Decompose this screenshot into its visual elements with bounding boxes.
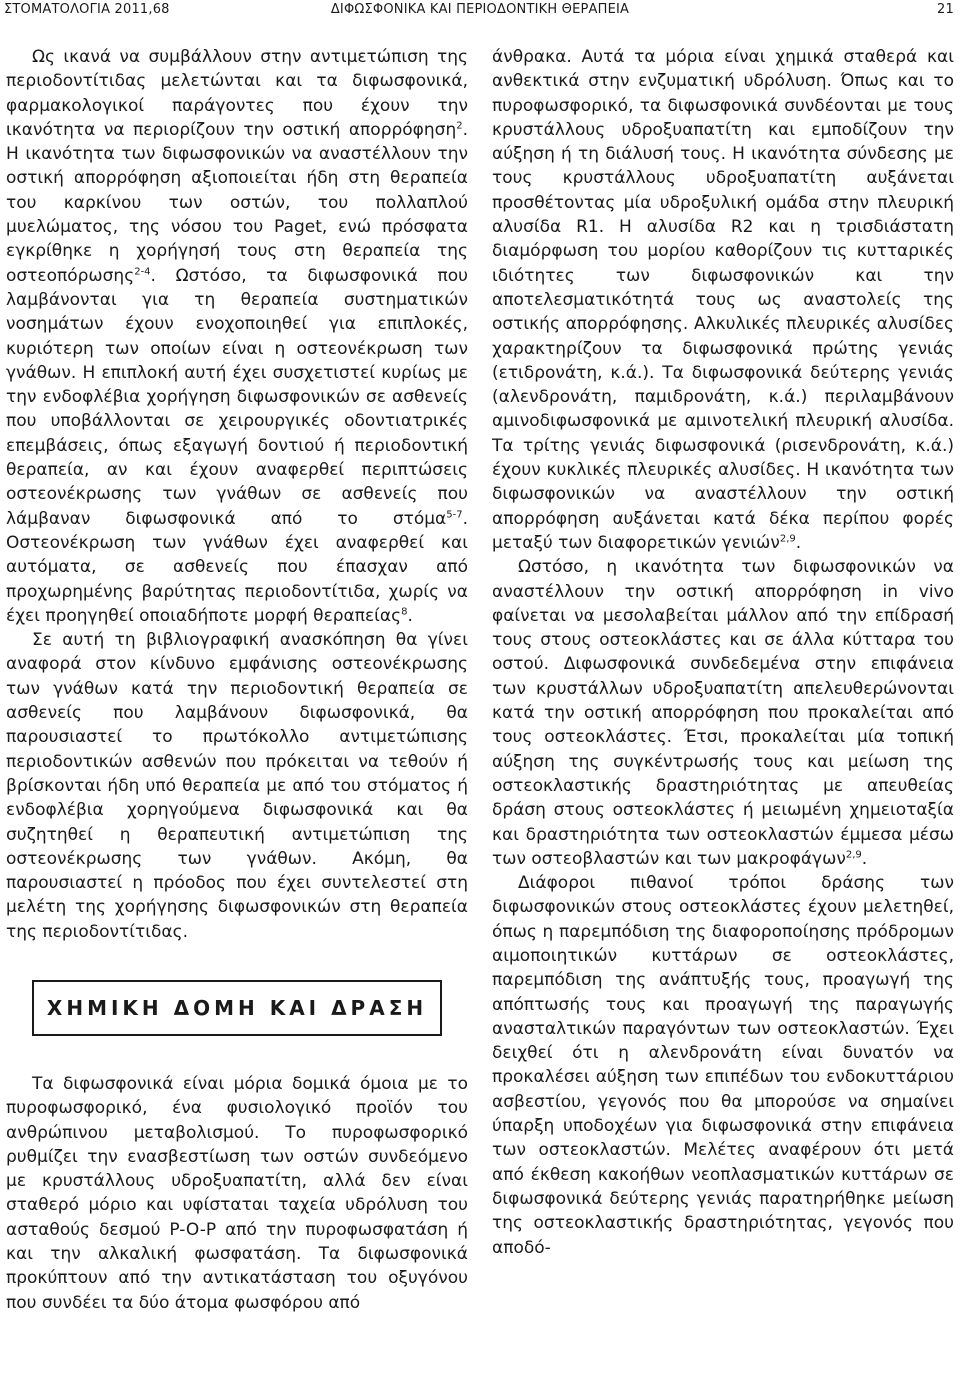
left-column <box>6 45 468 1315</box>
paragraph-mechanisms: Διάφοροι πιθανοί τρόποι δράσης των διφωσφονικών στους οστεοκλάστες έχουν μελετηθεί, όπως η παρεμπόδιση της διαφοροποίησης πρόδρομων αιμοποιητικών κυττάρων σε οστεοκλάστες, παρεμπόδιση της ανάπτυξής τους, προαγωγή της απόπτωσής τους και προαγωγή της παραγωγής ανασταλτικών παραγόντων των οστεοκλαστών. Έχει δειχθεί ότι η αλενδρονάτη είναι δυνατόν να προκαλέσει αύξηση των επιπέδων του ενδοκυττάριου ασβεστίου, γεγονός που θα μπορούσε να σημαίνει ύπαρξη υποδοχέων για διφωσφονικά στην επιφάνεια των οστεοκλαστών. Μελέτες αναφέρουν ότι μετά από έκθεση κακοήθων νεοπλασματικών κυττάρων σε διφωσφονικά δεύτερης γενιάς παρατηρήθηκε μείωση της οστεοκλαστικής δραστηριότητας, γεγονός που αποδό- <box>492 873 954 1258</box>
section-title: ΔΙΦΩΣΦΟΝΙΚΑ ΚΑΙ ΠΕΡΙΟΔΟΝΤΙΚΗ ΘΕΡΑΠΕΙΑ <box>330 2 630 17</box>
right-column <box>492 45 954 1260</box>
page-number: 21 <box>937 2 954 17</box>
section-heading: ΧΗΜΙΚΗ ΔΟΜΗ ΚΑΙ ΔΡΑΣΗ <box>46 995 428 1020</box>
text-run: . Η ικανότητα των διφωσφονικών να αναστέλλουν την οστική απορρόφηση αξιοποιείται ήδη στη θεραπεία του καρκίνου των οστών, του πολλαπλού μυελώματος, της νόσου του Paget, ενώ πρόσφατα εγκρίθηκε η χορήγησή τους στη θεραπεία της οστεοπόρωσης <box>6 119 468 286</box>
text-run: . <box>861 848 868 869</box>
text-run: . <box>407 605 413 626</box>
paragraph-chemistry: Τα διφωσφονικά είναι μόρια δομικά όμοια με το πυροφωσφορικό, ένα φυσιολογικό προϊόν του ανθρώπινου μεταβολισμού. Το πυροφωσφορικό ρυθμίζει την ενασβεστίωση των οστών συνδεόμενο με κρυστάλλους υδροξυαπατίτη, αλλά δεν είναι σταθερό μόριο και υφίσταται ταχεία υδρόλυση του ασταθούς δεσμού P-O-P από την πυροφωσφατάση ή και την αλκαλική φωσφατάση. Τα διφωσφονικά προκύπτουν από την αντικατάσταση του οξυγόνου που συνδέει τα δύο άτομα φωσφόρου από <box>6 1073 468 1313</box>
paragraph-invivo <box>492 555 954 871</box>
text-run: . Οστεονέκρωση των γνάθων έχει αναφερθεί και αυτόματα, σε ασθενείς που έπασχαν από προχωρημένης βαρύτητας περιοδοντίτιδα, χωρίς να έχει προηγηθεί οποιαδήποτε μορφή θεραπείας <box>6 508 468 626</box>
text-run: . <box>795 532 802 553</box>
text-run: Ως ικανά να συμβάλλουν στην αντιμετώπιση της περιοδοντίτιδας μελετώνται και τα διφωσφονικά, φαρμακολογικοί παράγοντες που έχουν την ικανότητα να περιορίζουν την οστική απορρόφηση <box>6 47 468 140</box>
section-heading-box <box>32 980 442 1036</box>
reference-superscript: 2,9 <box>845 849 862 861</box>
reference-superscript: 8 <box>401 606 408 618</box>
paragraph-intro <box>6 45 468 628</box>
paragraph-continuation <box>492 45 954 555</box>
text-run: Ωστόσο, η ικανότητα των διφωσφονικών να αναστέλλουν την οστική απορρόφηση in vivo φαίνεται να μεσολαβείται μάλλον από την επίδρασή τους στους οστεοκλάστες και σε άλλα κύτταρα του οστού. Διφωσφονικά συνδεδεμένα στην επιφάνεια των κρυστάλλων υδροξυαπατίτη απελευθερώνονται κατά την οστική απορρόφηση που προκαλείται από τους οστεοκλάστες. Έτσι, προκαλείται μία τοπική αύξηση της συγκέντρωσής τους και μείωση της οστεοκλαστικής δραστηριότητας με απευθείας δράση στους οστεοκλάστες ή μειωμένη χημειοταξία και δραστηριότητα των οστεοκλαστών έμμεσα μέσω των οστεοβλαστών και των μακροφάγων <box>492 557 954 869</box>
reference-superscript: 2 <box>456 120 463 132</box>
text-run: . Ωστόσο, τα διφωσφονικά που λαμβάνονται για τη θεραπεία συστηματικών νοσημάτων έχουν ενοχοποιηθεί για επιπλοκές, κυριότερη των οποίων είναι η οστεονέκρωση των γνάθων. Η επιπλοκή αυτή έχει συσχετιστεί κυρίως με την ενδοφλέβια χορήγηση διφωσφονικών σε ασθενείς που υποβάλλονται σε χειρουργικές οδοντιατρικές επεμβάσεις, όπως εξαγωγή δοντιού ή περιοδοντική θεραπεία, αν και έχουν αναφερθεί περιπτώσεις οστεονέκρωσης των γνάθων σε ασθενείς που λάμβαναν διφωσφονικά από το στόμα <box>6 265 468 529</box>
running-header <box>0 0 960 24</box>
reference-superscript: 5-7 <box>446 508 463 520</box>
journal-citation: ΣΤΟΜΑΤΟΛΟΓΙΑ 2011,68 <box>4 2 170 17</box>
reference-superscript: 2,9 <box>779 533 796 545</box>
reference-superscript: 2-4 <box>134 266 151 278</box>
text-run: άνθρακα. Αυτά τα μόρια είναι χημικά σταθερά και ανθεκτικά στην ενζυματική υδρόλυση. Όπως και το πυροφωσφορικό, τα διφωσφονικά συνδέονται με τους κρυστάλλους υδροξυαπατίτη και εμποδίζουν την αύξηση ή τη διάλυσή τους. Η ικανότητα σύνδεσης με τους κρυστάλλους υδροξυαπατίτη αυξάνεται προσθέτοντας μία υδροξυλική ομάδα στην πλευρική αλυσίδα R1. Η αλυσίδα R2 και η τρισδιάστατη διαμόρφωση του μορίου καθορίζουν τις κυτταρικές ιδιότητες των διφωσφονικών και την αποτελεσματικότητά τους ως αναστολείς της οστικής απορρόφησης. Αλκυλικές πλευρικές αλυσίδες χαρακτηρίζουν τα διφωσφονικά πρώτης γενιάς (ετιδρονάτη, κ.ά.). Τα διφωσφονικά δεύτερης γενιάς (αλενδρονάτη, παμιδρονάτη, κ.ά.) περιλαμβάνουν αμινοδιφωσφονικά με αμινοτελική πλευρική αλυσίδα. Τα τρίτης γενιάς διφωσφονικά (ρισενδρονάτη, κ.ά.) έχουν κυκλικές πλευρικές αλυσίδες. Η ικανότητα των διφωσφονικών να αναστέλλουν την οστική απορρόφηση αυξάνεται κατά δέκα περίπου φορές μεταξύ των διαφορετικών γενιών <box>492 47 954 553</box>
paragraph-review-aim: Σε αυτή τη βιβλιογραφική ανασκόπηση θα γίνει αναφορά στον κίνδυνο εμφάνισης οστεονέκρωσης των γνάθων κατά την περιοδοντική θεραπεία σε ασθενείς που λαμβάνουν διφωσφονικά, θα παρουσιαστεί το πρωτόκολλο αντιμετώπισης περιοδοντικών ασθενών που πρόκειται να τεθούν ή βρίσκονται ήδη υπό θεραπεία με από του στόματος ή ενδοφλέβια χορηγούμενα διφωσφονικά και θα συζητηθεί η θεραπευτική αντιμετώπιση της οστεονέκρωσης των γνάθων. Ακόμη, θα παρουσιαστεί η πρόοδος που έχει συντελεστεί στη μελέτη της χορήγησης διφωσφονικών στη θεραπεία της περιοδοντίτιδας. <box>6 630 468 942</box>
